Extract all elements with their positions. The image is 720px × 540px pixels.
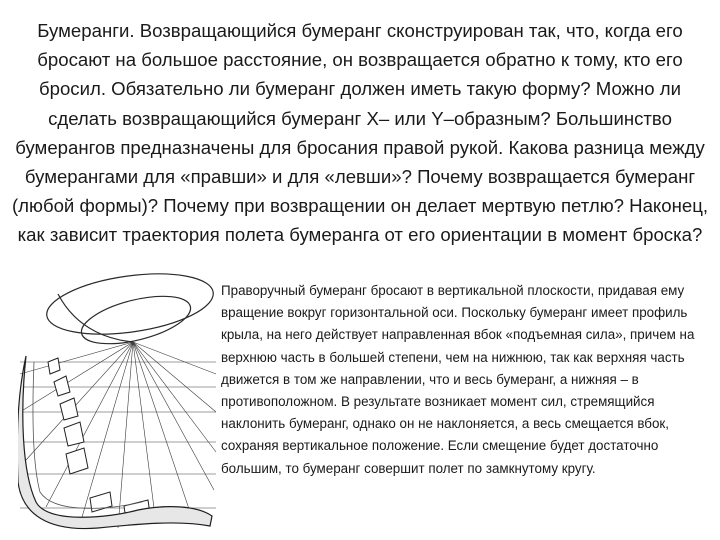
ground-grid bbox=[20, 362, 216, 508]
boomerang-trajectory-drawing bbox=[18, 262, 218, 530]
explanation-text: Праворучный бумеранг бросают в вертикальной плоскости, придавая ему вращение вокруг горизонтальной оси. Поскольку бумеранг имеет профиль крыла, на него действует направленная вбок «подъемная сила», причем на верхнюю часть в большей степени, чем на нижнюю, так как верхняя часть движется в том же направлении, что и весь бумеранг, а нижняя – в противоположном. В результате возникает момент сил, стремящийся наклонить бумеранг, однако он не наклоняется, а весь смещается вбок, сохраняя вертикальное положение. Если смещение будет достаточно большим, то бумеранг совершит полет по замкнутому кругу. bbox=[221, 283, 695, 476]
boomerang-illustration bbox=[18, 262, 218, 530]
question-heading: Бумеранги. Возвращающийся бумеранг сконструирован так, что, когда его бросают на большое расстояние, он возвращается обратно к тому, кто его бросил. Обязательно ли бумеранг должен иметь такую форму? Можно ли сделать возвращающийся бумеранг X– или Y–образным? Большинство бумерангов предназначены для бросания правой рукой. Какова разница между бумерангами для «правши» и для «левши»? Почему возвращается бумеранг (любой формы)? Почему при возвращении он делает мертвую петлю? Наконец, как зависит траектория полета бумеранга от его ориентации в момент броска? bbox=[11, 20, 709, 246]
flight-loop-outer bbox=[43, 265, 217, 344]
flight-path-curve bbox=[58, 294, 133, 342]
boomerang-positions bbox=[48, 358, 150, 520]
